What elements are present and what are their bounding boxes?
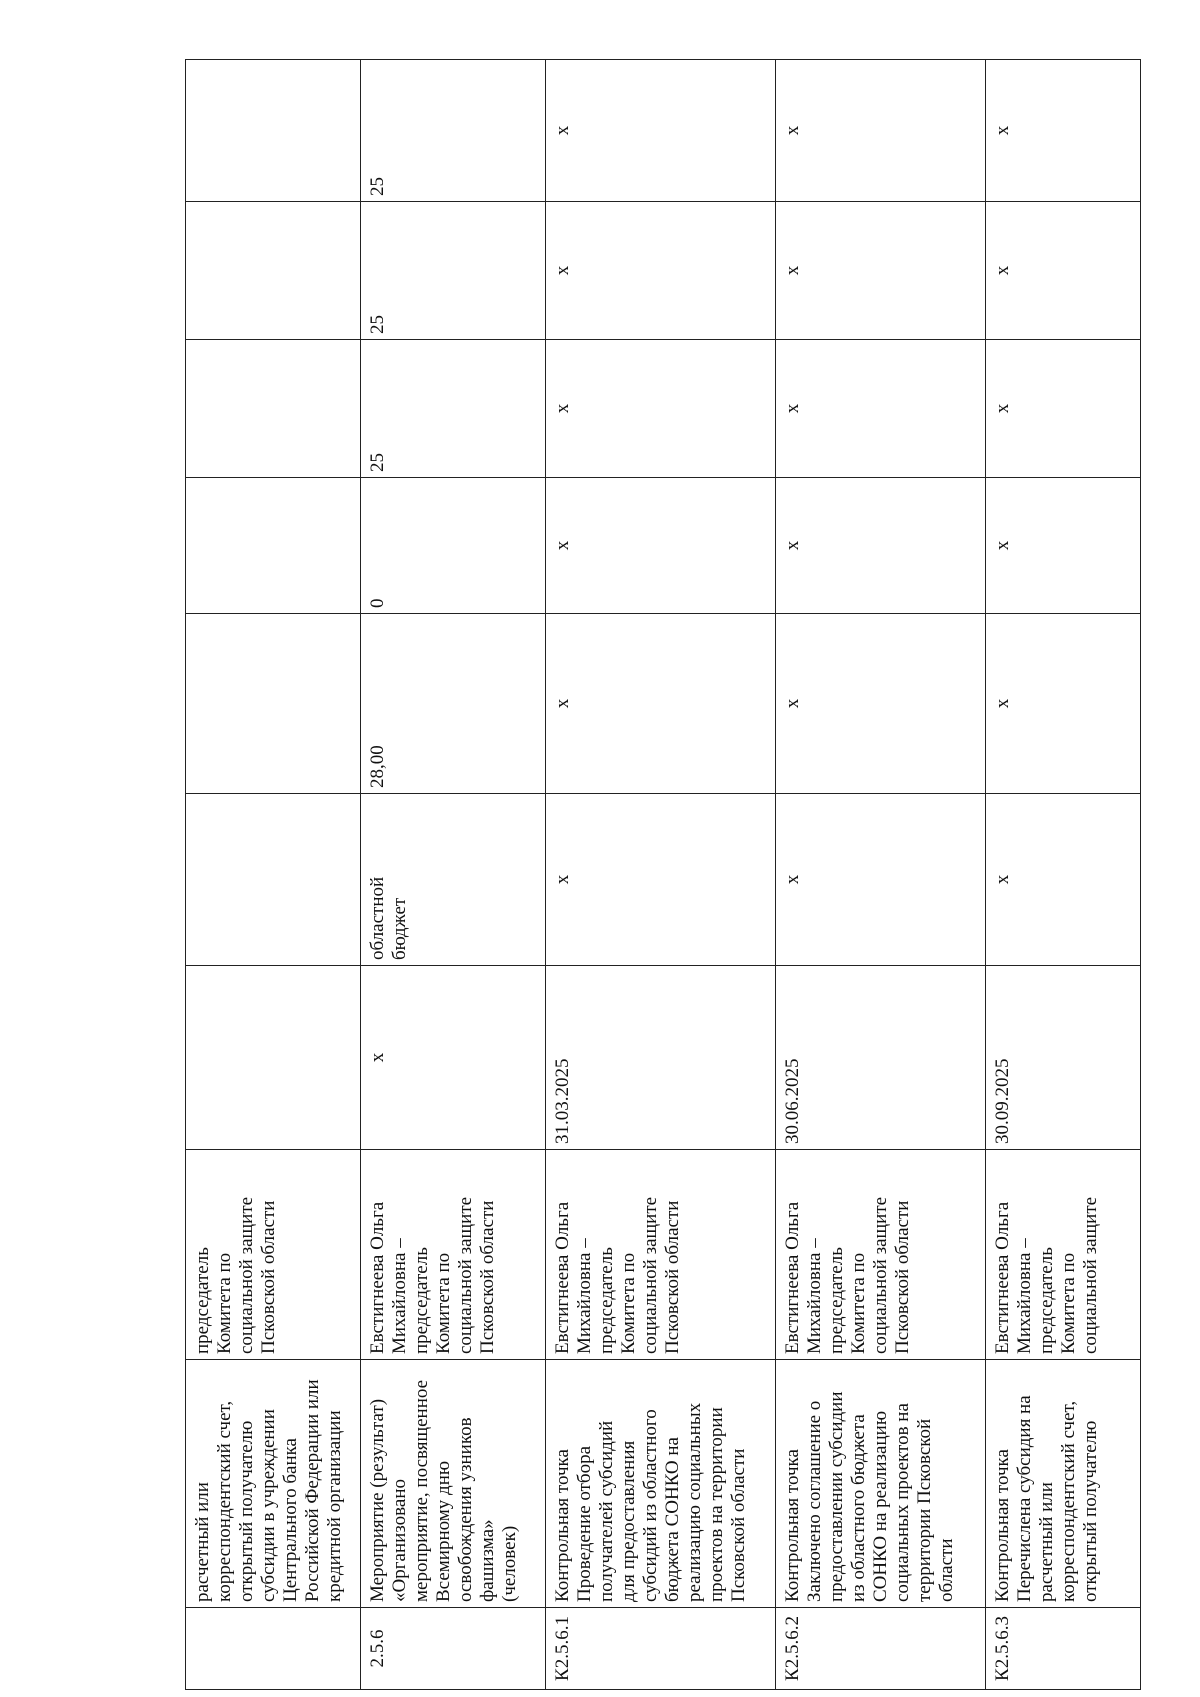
row-date: 30.06.2025 [776,966,986,1150]
row-value-3: х [776,202,986,340]
row-date: 30.09.2025 [986,966,1141,1150]
row-code [186,1608,361,1690]
row-value-4: х [546,60,776,202]
row-date [186,966,361,1150]
row-name: Контрольная точка Проведение отбора получателей субсидий для предоставления субсидий из областного бюджета СОНКО на реализацию социальных проектов на территории Псковской области [546,1360,776,1608]
row-value-2: 25 [361,340,546,478]
row-amount: х [546,614,776,794]
row-value-2: х [776,340,986,478]
table-row [361,60,546,1690]
row-value-3: х [986,202,1141,340]
row-amount: 28,00 [361,614,546,794]
row-source: областной бюджет [361,794,546,966]
row-value-4: х [776,60,986,202]
row-value-1 [186,478,361,614]
row-value-1: х [986,478,1141,614]
table-row [186,60,361,1690]
row-value-3 [186,202,361,340]
row-name: расчетный или корреспондентский счет, открытый получателю субсидии в учреждении Центрального банка Российской Федерации или кредитной организации [186,1360,361,1608]
row-value-2 [186,340,361,478]
plan-table [185,59,1141,1690]
row-date: 31.03.2025 [546,966,776,1150]
row-amount [186,614,361,794]
row-code: К2.5.6.2 [776,1608,986,1690]
row-date: х [361,966,546,1150]
table-row [546,60,776,1690]
table-row [776,60,986,1690]
row-value-2: х [546,340,776,478]
row-code: К2.5.6.1 [546,1608,776,1690]
row-code: 2.5.6 [361,1608,546,1690]
row-name: Контрольная точка Заключено соглашение о предоставлении субсидии из областного бюджета СОНКО на реализацию социальных проектов на территории Псковской области [776,1360,986,1608]
row-responsible: Евстигнеева Ольга Михайловна – председатель Комитета по социальной защите [986,1150,1141,1360]
row-code: К2.5.6.3 [986,1608,1141,1690]
row-value-3: х [546,202,776,340]
row-source [186,794,361,966]
row-amount: х [776,614,986,794]
row-responsible: Евстигнеева Ольга Михайловна – председатель Комитета по социальной защите Псковской области [361,1150,546,1360]
rotated-table-container [185,60,1140,1690]
row-value-4: х [986,60,1141,202]
row-value-1: 0 [361,478,546,614]
row-responsible: Евстигнеева Ольга Михайловна – председатель Комитета по социальной защите Псковской области [546,1150,776,1360]
row-value-4: 25 [361,60,546,202]
row-name: Мероприятие (результат) «Организовано мероприятие, посвященное Всемирному дню освобождения узников фашизма» (человек) [361,1360,546,1608]
row-value-1: х [546,478,776,614]
table-row [986,60,1141,1690]
row-responsible: Евстигнеева Ольга Михайловна – председатель Комитета по социальной защите Псковской области [776,1150,986,1360]
row-source: х [776,794,986,966]
row-source: х [986,794,1141,966]
row-value-4 [186,60,361,202]
row-amount: х [986,614,1141,794]
row-name: Контрольная точка Перечислена субсидия на расчетный или корреспондентский счет, открытый получателю [986,1360,1141,1608]
row-value-1: х [776,478,986,614]
row-value-3: 25 [361,202,546,340]
row-source: х [546,794,776,966]
row-responsible: председатель Комитета по социальной защите Псковской области [186,1150,361,1360]
row-value-2: х [986,340,1141,478]
